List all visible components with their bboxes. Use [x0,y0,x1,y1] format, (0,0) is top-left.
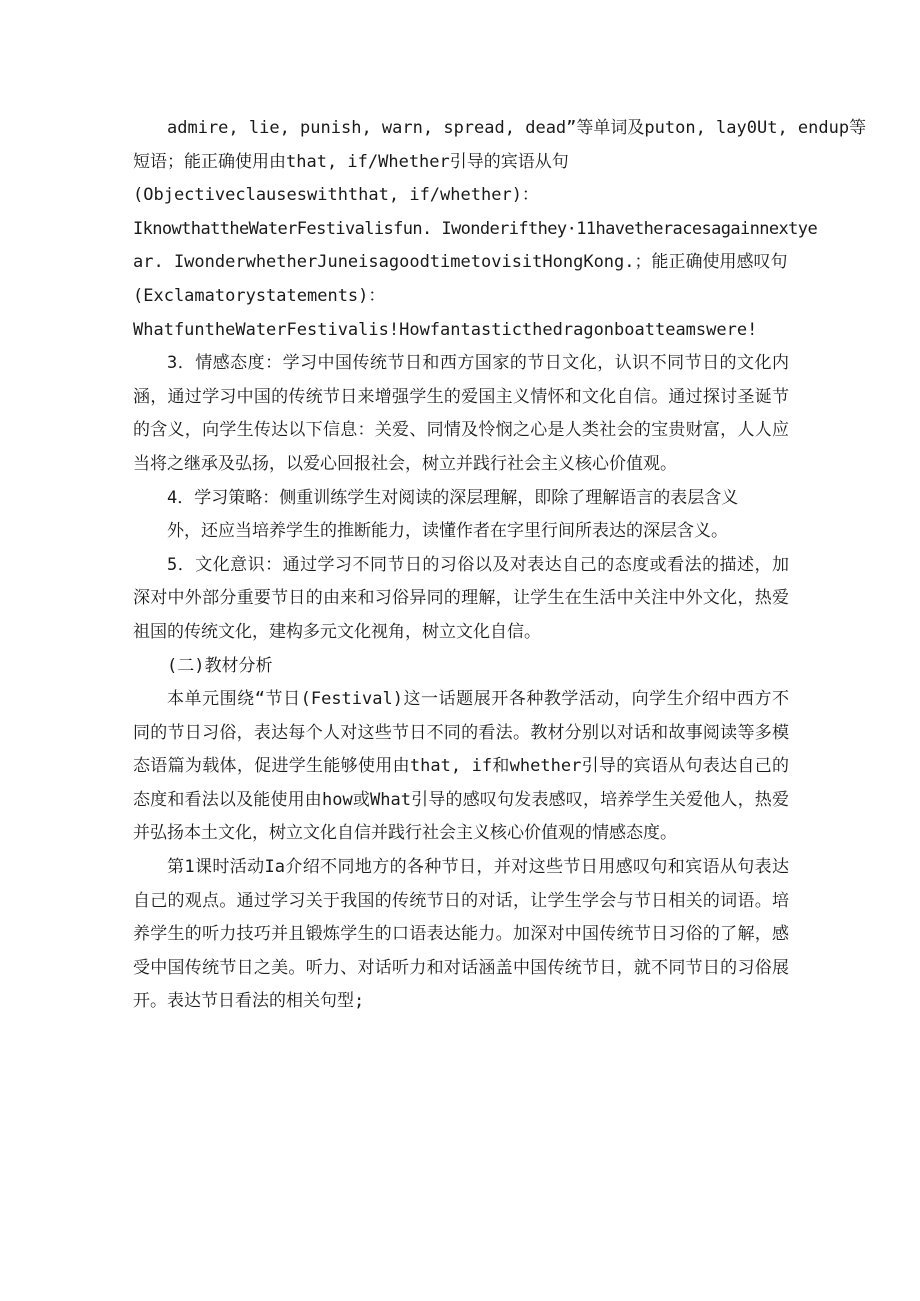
objectives-example-line: WhatfuntheWaterFestivalis!Howfantasticthedragonboatteamswere! [133,319,758,340]
objectives-line: (Exclamatorystatements)： [133,285,386,306]
objectives-paragraph-cont [133,146,818,348]
cultural-awareness-paragraph: 5．文化意识：通过学习不同节日的习俗以及对表达自己的态度或看法的描述，加深对中外部分重要节日的由来和习俗异同的理解，让学生在生活中关注中外文化，热爱祖国的传统文化，建构多元文化视角，树立文化自信。 [133,554,789,642]
emotion-attitude-paragraph: 3．情感态度：学习中国传统节日和西方国家的节日文化，认识不同节日的文化内涵，通过学习中国的传统节日来增强学生的爱国主义情怀和文化自信。通过探讨圣诞节的含义，向学生传达以下信息：关爱、同情及怜悯之心是人类社会的宝贵财富，人人应当将之继承及弘扬，以爱心回报社会，树立并践行社会主义核心价值观。 [133,353,789,474]
textbook-analysis-paragraph: 本单元围绕“节日(Festival)这一话题展开各种教学活动，向学生介绍中西方不同的节日习俗，表达每个人对这些节日不同的看法。教材分别以对话和故事阅读等多模态语篇为载体，促进学生能够使用由that, if和whether引导的宾语从句表达自己的态度和看法以及能使用由how或What引导的感叹句发表感叹，培养学生关爱他人，热爱并弘扬本土文化，树立文化自信并践行社会主义核心价值观的情感态度。 [133,689,789,844]
objectives-line: admire, lie, punish, warn, spread, dead”等单词及puton, lay0Ut, endup等 [167,118,867,138]
section-heading: (二)教材分析 [167,655,273,676]
objectives-example-line: IknowthattheWaterFestivalisfun. Iwonderifthey·11havetheracesagainnextye [133,218,818,239]
objectives-line: (Objectiveclauseswiththat, if/whether)： [133,185,539,206]
lesson1-paragraph: 第1课时活动Ia介绍不同地方的各种节日，并对这些节日用感叹句和宾语从句表达自己的观点。通过学习关于我国的传统节日的对话，让学生学会与节日相关的词语。培养学生的听力技巧并且锻炼学生的口语表达能力。加深对中国传统节日习俗的了解，感受中国传统节日之美。听力、对话听力和对话涵盖中国传统节日，就不同节日的习俗展开。表达节日看法的相关句型; [133,857,789,1012]
learning-strategy-continued: 外，还应当培养学生的推断能力，读懂作者在字里行间所表达的深层含义。 [167,521,728,542]
objectives-paragraph [133,112,867,146]
learning-strategy-paragraph: 4．学习策略：侧重训练学生对阅读的深层理解，即除了理解语言的表层含义 [167,487,739,508]
objectives-example-line: ar. IwonderwhetherJuneisagoodtimetovisitHongKong.；能正确使用感叹句 [133,252,788,273]
objectives-line: 短语；能正确使用由that, if/Whether引导的宾语从句 [133,151,569,172]
document-body [133,112,867,1019]
